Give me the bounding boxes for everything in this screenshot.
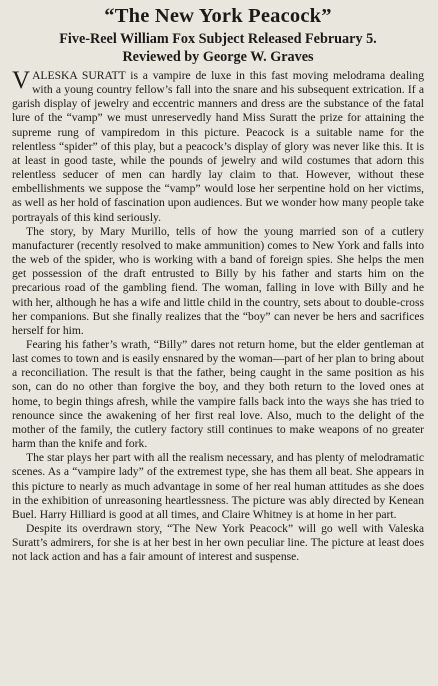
paragraph-2: The story, by Mary Murillo, tells of how the young married son of a cutlery manufacturer (recently resolved to make ammunition) comes to New York and falls into the web of the spider, who is working with a band of foreign spies. She helps the men get possession of the draft entrusted to Billy by his father and starts him on the precarious road of the gambling fiend. The woman, falling in love with Billy and he with her, although he has a wife and little child in the country, sets about to double-cross her companions. But she finally realizes that the “boy” can never be hers and sacrifices herself for him. (12, 224, 424, 337)
article-subtitle-release: Five-Reel William Fox Subject Released February 5. (59, 31, 377, 47)
paragraph-1-text: ALESKA SURATT is a vampire de luxe in this fast moving melodrama dealing with a young country fellow’s fall into the snare and his subsequent extrication. If a garish display of jewelry and eccentric manners and dress are the substance of the fatal lure of the “vamp” we must unreservedly hand Miss Suratt the prize for attaining the supreme rung of vampiredom in this picture. Peacock is a suitable name for the relentless “spider” of this play, but a peacock’s display of glory was never like this. It is at least in good taste, while the pounds of jewelry and wild costumes that adorn this relentless seducer of men can hardly lay claim to that. However, without these embellishments we suppose the “vamp” would lose her serpentine hold on her victims, as well as her hold of fascination upon audiences. But we wonder how many people take portrayals of this kind seriously. (12, 69, 424, 224)
drop-cap-letter: V (12, 67, 31, 94)
paragraph-1 (12, 69, 424, 225)
article-body (12, 69, 424, 564)
paragraph-4: The star plays her part with all the realism necessary, and has plenty of melodramatic scenes. As a “vampire lady” of the extremest type, she has them all beat. She appears in this picture to nearly as much advantage in some of her real human attitudes as she does in the exhibition of unreasoning heartlessness. The picture was ably directed by Kenean Buel. Harry Hilliard is good at all times, and Claire Whitney is at home in her part. (12, 451, 424, 521)
article-title: “The New York Peacock” (104, 5, 332, 27)
paragraph-3: Fearing his father’s wrath, “Billy” dares not return home, but the elder gentleman at last comes to town and is easily ensnared by the woman—part of her plan to bring about a reconciliation. The result is that the father, being caught in the same position as his son, can do no other than forgive the boy, and they both return to the loved ones at home, to begin things afresh, while the vampire falls back into the ways she has tried to renounce since the awakening of her first real love. Also, much to the delight of the mother of the family, the cutlery factory still continues to make weapons of no greater harm than the knife and fork. (12, 337, 424, 451)
paragraph-5: Despite its overdrawn story, “The New York Peacock” will go well with Valeska Suratt’s admirers, for she is at her best in her own peculiar line. The picture at least does not lack action and has a fair amount of interest and suspense. (12, 522, 424, 564)
article-byline: Reviewed by George W. Graves (122, 49, 314, 65)
